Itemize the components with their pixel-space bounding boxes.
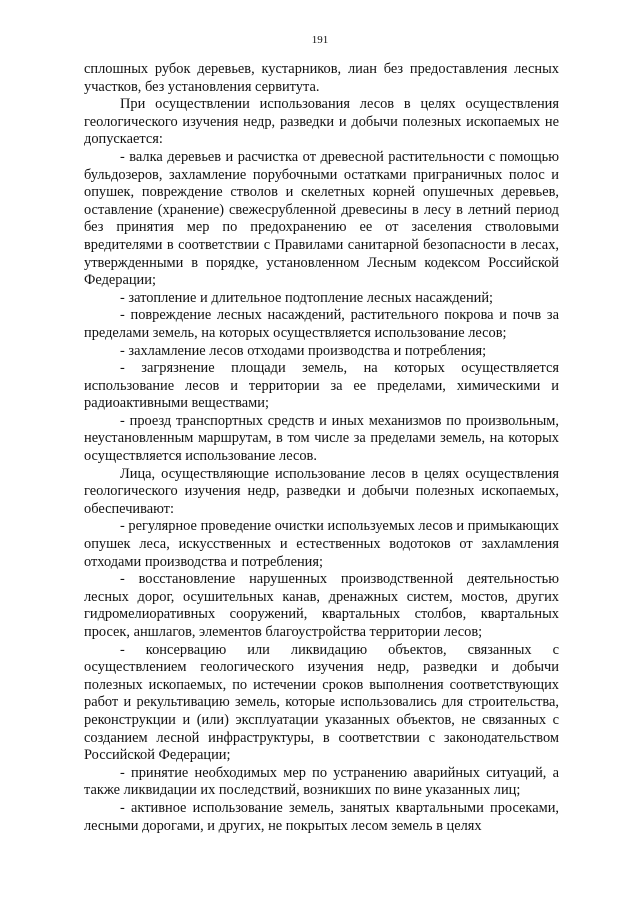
list-item: - затопление и длительное подтопление лесных насаждений; [120,289,494,306]
list-item: - захламление лесов отходами производства и потребления; [120,342,487,359]
list-item: - загрязнение площади земель, на которых осуществляется использование лесов и территории за ее пределами, химическими и радиоактивными веществами; [84,360,559,412]
list-item: - принятие необходимых мер по устранению аварийных ситуаций, а также ликвидации их последствий, возникших по вине указанных лиц; [84,764,559,799]
list-item: - регулярное проведение очистки используемых лесов и примыкающих опушек леса, искусственных и естественных водотоков от захламления отходами производства и потребления; [84,518,559,570]
list-item: - валка деревьев и расчистка от древесной растительности с помощью бульдозеров, захламление порубочными остатками приграничных полос и опушек, повреждение стволов и скелетных корней опушечных деревьев, оставление (хранение) свежесрубленной древесины в лесу в летний период без принятия мер по предохранению ее от заселения стволовыми вредителями в соответствии с Правилами санитарной безопасности в лесах, утвержденными в порядке, установленном Лесным кодексом Российской Федерации; [84,148,559,289]
list-item: - активное использование земель, занятых квартальными просеками, лесными дорогами, и других, не покрытых лесом земель в целях [84,799,559,834]
list-item: - проезд транспортных средств и иных механизмов по произвольным, неустановленным маршрутам, в том числе за пределами земель, на которых осуществляется использование лесов. [84,412,559,465]
paragraph: При осуществлении использования лесов в целях осуществления геологического изучения недр, разведки и добычи полезных ископаемых не допускается: [84,96,559,148]
list-item: - восстановление нарушенных производственной деятельностью лесных дорог, осушительных канав, дренажных систем, мостов, других гидромелиоративных сооружений, квартальных столбов, квартальных просек, аншлагов, элементов благоустройства территории лесов; [84,571,559,640]
page-number: 191 [311,34,329,46]
document-body [84,61,559,835]
paragraph: Лица, осуществляющие использование лесов в целях осуществления геологического изучения недр, разведки и добычи полезных ископаемых, обеспечивают: [84,465,559,517]
list-item: - повреждение лесных насаждений, растительного покрова и почв за пределами земель, на которых осуществляется использование лесов; [84,307,559,341]
paragraph: сплошных рубок деревьев, кустарников, лиан без предоставления лесных участков, без установления сервитута. [84,61,559,95]
list-item: - консервацию или ликвидацию объектов, связанных с осуществлением геологического изучения недр, разведки и добычи полезных ископаемых, по истечении сроков выполнения соответствующих работ и рекультивацию земель, которые использовались для строительства, реконструкции и (или) эксплуатации указанных объектов, не связанных с созданием лесной инфраструктуры, в соответствии с законодательством Российской Федерации; [84,641,559,764]
